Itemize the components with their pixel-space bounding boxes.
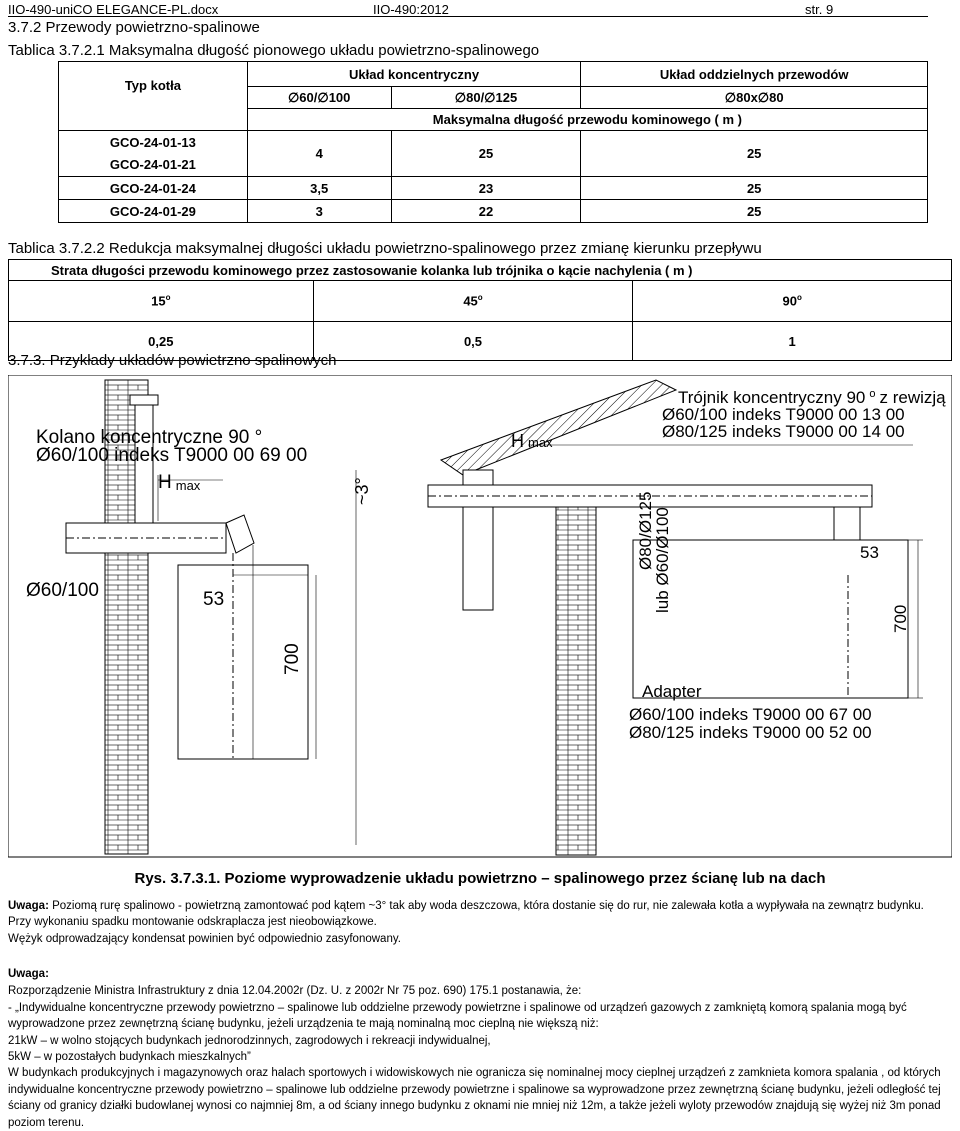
col-type-header: Typ kotła — [59, 62, 248, 109]
adapter-index-1: Ø60/100 indeks T9000 00 67 00 — [629, 705, 872, 724]
table-row — [59, 177, 928, 200]
page-header — [8, 2, 928, 16]
boiler-type-cell — [59, 131, 248, 177]
diameter-vertical-1: Ø80/Ø125 — [636, 491, 655, 570]
value-cell: 22 — [391, 200, 581, 223]
elbow-index: Ø60/100 indeks T9000 00 69 00 — [36, 445, 308, 466]
regulation-5: W budynkach produkcyjnych i magazynowych oraz halach sportowych i widowiskowych nie ogranicza się nominalnej mocy cieplnej urządzeń z zamknieta komora spalania , od których indywidualne koncentryczne przewody powietrzno – spalinowe lub oddzielne przewody powietrzne i spalinowe sa wyprowadzone przez zewnętrzną ścianę budynku, jeżeli odległość tej ściany od granicy działki budowlanej wynosi co najmniej 8m, a od ściany innego budynku z oknami nie mniej niż 12m, a także jeżeli wyloty przewodów znajdują się wyżej niż 3m ponad poziom terenu. — [8, 1067, 941, 1129]
value-cell: 3,5 — [247, 177, 391, 200]
dim-53-left: 53 — [203, 589, 225, 610]
regulation-1: Rozporządzenie Ministra Infrastruktury z dnia 12.04.2002r (Dz. U. z 2002r Nr 75 poz. 690) 175.1 postanawia, że: — [8, 985, 582, 998]
diameter-vertical-2: lub Ø60/Ø100 — [653, 507, 672, 613]
brick-wall-right — [556, 485, 596, 855]
boiler-type: GCO-24-01-13 — [109, 134, 196, 150]
hmax-left: H max — [158, 472, 201, 493]
reduction-value: 0,5 — [313, 322, 633, 361]
value-cell: 3 — [247, 200, 391, 223]
value-cell: 25 — [581, 177, 928, 200]
group-separate: Układ oddzielnych przewodów — [581, 62, 928, 87]
diameter-60-100: ∅60/∅100 — [247, 87, 391, 109]
dim-53-right: 53 — [860, 543, 879, 562]
value-cell: 25 — [581, 131, 928, 177]
table-reduction — [8, 259, 952, 361]
header-filename: IIO-490-uniCO ELEGANCE-PL.docx — [8, 2, 219, 17]
table-row — [59, 200, 928, 223]
angle-15: 15$^o$ — [9, 281, 314, 322]
elbow-title: Kolano koncentryczne 90 ° — [36, 427, 263, 448]
note-3: Wężyk odprowadzający kondensat powinien być odpowiednio zasyfonowany. — [8, 932, 401, 945]
reduction-value: 1 — [633, 322, 952, 361]
regulation-4: 5kW – w pozostałych budynkach mieszkalnych” — [8, 1051, 251, 1064]
reduction-value: 0,25 — [9, 322, 314, 361]
value-cell: 25 — [581, 200, 928, 223]
reduction-header: Strata długości przewodu kominowego przez zastosowanie kolanka lub trójnika o kącie nachylenia ( m ) — [9, 260, 952, 281]
diameter-left: Ø60/100 — [26, 580, 99, 601]
tee-title: Trójnik koncentryczny 90 $^o$ z rewizją — [678, 388, 946, 407]
header-docnum: IIO-490:2012 — [373, 2, 449, 17]
adapter-index-2: Ø80/125 indeks T9000 00 52 00 — [629, 723, 872, 742]
table1-caption: Tablica 3.7.2.1 Maksymalna długość pionowego układu powietrzno-spalinowego — [8, 42, 540, 59]
elbow — [226, 515, 254, 553]
value-cell: 4 — [247, 131, 391, 177]
uwaga-label: Uwaga: — [8, 900, 49, 912]
section-title: 3.7.2 Przewody powietrzno-spalinowe — [8, 19, 260, 36]
right-installation — [428, 380, 923, 855]
table-row — [59, 131, 928, 177]
group-concentric: Układ koncentryczny — [247, 62, 581, 87]
max-length-subheader: Maksymalna długość przewodu kominowego ( m ) — [247, 109, 927, 131]
value-cell: 25 — [391, 131, 581, 177]
hmax-right: H max — [511, 431, 553, 451]
diameter-80x80: ∅80x∅80 — [581, 87, 928, 109]
note-1: Poziomą rurę spalinowo - powietrzną zamontować pod kątem ~3° tak aby woda deszczowa, która dostanie się do rur, nie zalewała kotła a wypływała na zewnątrz budynku. — [52, 900, 924, 912]
boiler-type: GCO-24-01-24 — [59, 177, 248, 200]
angle-90: 90$^o$ — [633, 281, 952, 322]
table2-caption: Tablica 3.7.2.2 Redukcja maksymalnej długości układu powietrzno-spalinowego przez zmianę kierunku przepływu — [8, 240, 762, 257]
boiler-right — [633, 540, 908, 698]
pipe-cap — [130, 395, 158, 405]
adapter-label: Adapter — [642, 682, 702, 701]
table-max-length — [58, 61, 928, 223]
angle-label: ~3° — [352, 477, 372, 505]
figure-caption: Rys. 3.7.3.1. Poziome wyprowadzenie układu powietrzno – spalinowego przez ścianę lub na dach — [134, 870, 826, 887]
diameter-80-125: ∅80/∅125 — [391, 87, 581, 109]
note-2: Przy wykonaniu spadku montowanie odskraplacza jest nieobowiązkowe. — [8, 916, 377, 929]
tee-index-2: Ø80/125 indeks T9000 00 14 00 — [662, 422, 905, 441]
regulation-2: - „Indywidualne koncentryczne przewody powietrzno – spalinowe lub oddzielne przewody powietrzne i spalinowe od urządzeń gazowych z zamkniętą komorą spalania mogą być wyprowadzone przez zewnętrzną ścianę budynku, jeżeli urządzenia te mają nominalną moc cieplną nie większą niż: — [8, 1001, 907, 1031]
installation-diagram — [8, 375, 952, 865]
roof-slope — [441, 380, 676, 475]
regulation-3: 21kW – w wolno stojących budynkach jednorodzinnych, zagrodowych i rekreacji indywidualnej, — [8, 1034, 491, 1047]
header-page: str. 9 — [805, 2, 834, 17]
value-cell: 23 — [391, 177, 581, 200]
dim-700-left: 700 — [282, 643, 303, 675]
notes-block — [8, 898, 952, 947]
boiler-type: GCO-24-01-21 — [109, 156, 196, 172]
header-rule — [8, 16, 928, 17]
tee-index-1: Ø60/100 indeks T9000 00 13 00 — [662, 405, 905, 424]
subsection-title: 3.7.3. Przykłady układów powietrzno spalinowych — [8, 352, 337, 369]
tee-fitting — [834, 507, 860, 542]
uwaga2-label: Uwaga: — [8, 968, 49, 980]
dim-700-right: 700 — [891, 604, 910, 633]
regulation-block — [8, 966, 952, 1131]
angle-45: 45$^o$ — [313, 281, 633, 322]
boiler-type: GCO-24-01-29 — [59, 200, 248, 223]
